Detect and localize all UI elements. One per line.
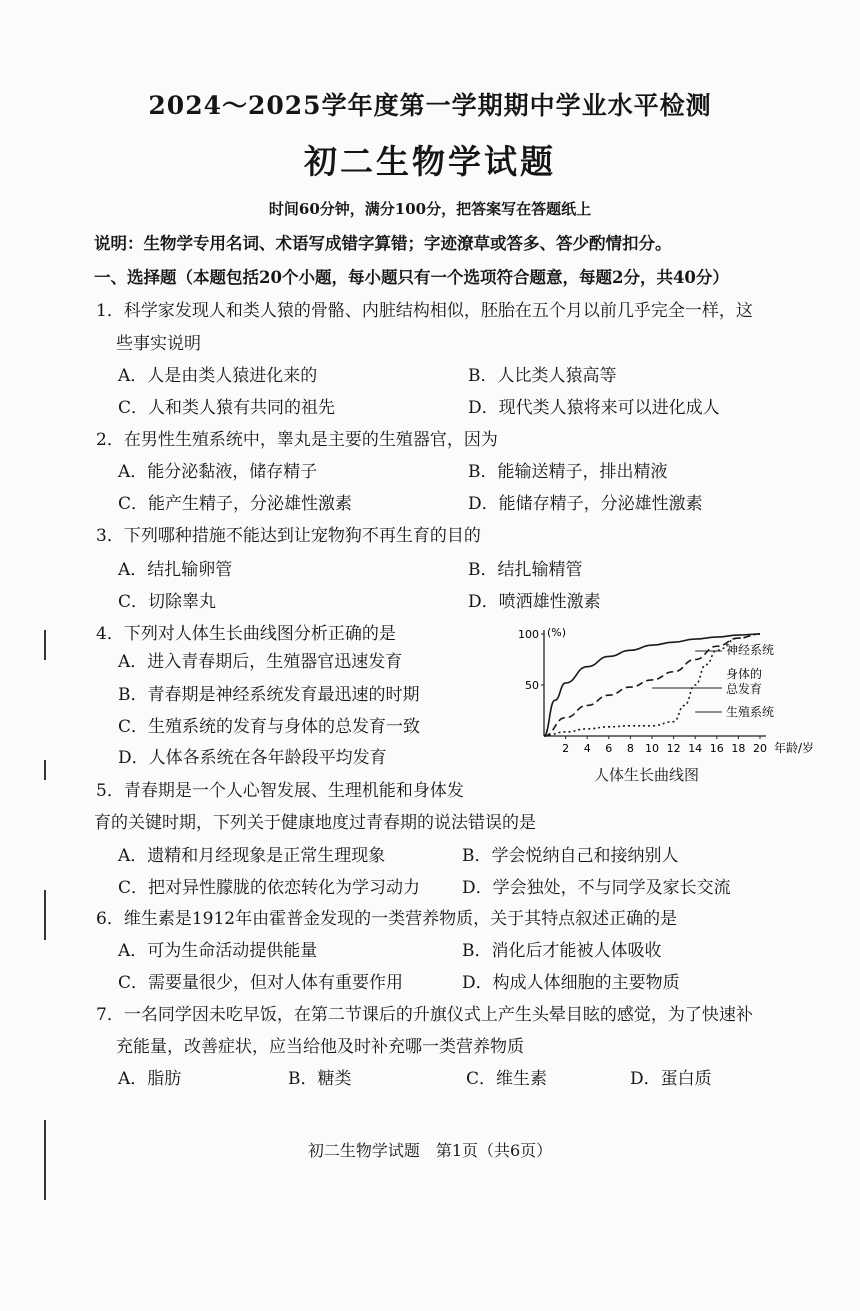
question-7-stem: 7．一名同学因未吃早饭，在第二节课后的升旗仪式上产生头晕目眩的感觉，为了快速补 (96, 1005, 753, 1025)
question-2-stem: 2．在男性生殖系统中，睾丸是主要的生殖器官，因为 (96, 430, 498, 450)
scan-edge-mark (44, 630, 46, 660)
question-5-option-d: D．学会独处，不与同学及家长交流 (462, 878, 731, 898)
question-2-option-a: A．能分泌黏液，储存精子 (118, 462, 318, 482)
question-6-stem: 6．维生素是1912年由霍普金发现的一类营养物质，关于其特点叙述正确的是 (96, 909, 678, 929)
legend-label: 总发育 (726, 682, 763, 696)
question-5-option-a: A．遗精和月经现象是正常生理现象 (118, 846, 386, 866)
exam-subject: 初二生物学试题 (304, 142, 556, 181)
question-4-option-a: A．进入青春期后，生殖器官迅速发育 (118, 652, 403, 672)
question-6-option-a: A．可为生命活动提供能量 (118, 941, 318, 961)
question-2-option-b: B．能输送精子，排出精液 (468, 462, 668, 482)
question-5-option-b: B．学会悦纳自己和接纳别人 (462, 846, 679, 866)
question-3-stem: 3．下列哪种措施不能达到让宠物狗不再生育的目的 (96, 526, 481, 546)
question-4-option-b: B．青春期是神经系统发育最迅速的时期 (118, 685, 420, 705)
question-1-option-c: C．人和类人猿有共同的祖先 (118, 398, 336, 418)
y-axis-unit: (%) (547, 626, 567, 639)
x-tick-label: 12 (666, 742, 681, 755)
x-tick-label: 2 (562, 742, 570, 755)
question-2-option-c: C．能产生精子，分泌雄性激素 (118, 494, 353, 514)
question-7-option-b: B．糖类 (288, 1069, 352, 1089)
question-5-stem: 5．青春期是一个人心智发展、生理机能和身体发 (96, 781, 464, 801)
page-footer: 初二生物学试题 第1页（共6页） (307, 1141, 553, 1160)
question-6-option-d: D．构成人体细胞的主要物质 (462, 973, 680, 993)
question-3-option-a: A．结扎输卵管 (118, 560, 233, 580)
x-tick-label: 18 (731, 742, 746, 755)
x-tick-label: 8 (626, 742, 634, 755)
question-4-option-d: D．人体各系统在各年龄段平均发育 (118, 748, 387, 768)
question-7-option-d: D．蛋白质 (630, 1069, 712, 1089)
question-5-stem: 育的关键时期，下列关于健康地度过青春期的说法错误的是 (94, 813, 536, 833)
question-3-option-b: B．结扎输精管 (468, 560, 583, 580)
exam-info: 时间60分钟，满分100分，把答案写在答题纸上 (268, 200, 592, 218)
question-7-option-c: C．维生素 (466, 1069, 548, 1089)
exam-title: 2024～2025学年度第一学期期中学业水平检测 (148, 91, 712, 120)
question-6-option-c: C．需要量很少，但对人体有重要作用 (118, 973, 404, 993)
question-5-option-c: C．把对异性朦胧的依恋转化为学习动力 (118, 878, 421, 898)
x-tick-label: 14 (688, 742, 703, 755)
x-tick-label: 16 (709, 742, 724, 755)
question-2-option-d: D．能储存精子，分泌雄性激素 (468, 494, 703, 514)
y-tick-label: 50 (525, 679, 539, 692)
y-tick-label: 100 (518, 628, 539, 641)
x-tick-label: 6 (605, 742, 613, 755)
question-4-option-c: C．生殖系统的发育与身体的总发育一致 (118, 717, 421, 737)
x-tick-label: 20 (753, 742, 767, 755)
chart-title: 人体生长曲线图 (594, 766, 700, 784)
question-6-option-b: B．消化后才能被人体吸收 (462, 941, 662, 961)
question-4-stem: 4．下列对人体生长曲线图分析正确的是 (96, 624, 396, 644)
legend-label: 神经系统 (726, 643, 775, 657)
question-1-option-b: B．人比类人猿高等 (468, 366, 617, 386)
exam-note: 说明：生物学专用名词、术语写成错字算错；字迹潦草或答多、答少酌情扣分。 (94, 234, 672, 253)
legend-label: 生殖系统 (726, 705, 775, 719)
section-title: 一、选择题（本题包括20个小题，每小题只有一个选项符合题意，每题2分，共40分） (94, 268, 729, 287)
question-7-stem: 充能量，改善症状，应当给他及时补充哪一类营养物质 (116, 1037, 524, 1057)
question-3-option-c: C．切除睾丸 (118, 592, 217, 612)
scan-edge-mark (44, 890, 46, 940)
x-tick-label: 4 (583, 742, 591, 755)
question-1-stem: 1．科学家发现人和类人猿的骨骼、内脏结构相似，胚胎在五个月以前几乎完全一样，这 (96, 301, 753, 321)
legend-label: 身体的 (726, 667, 763, 681)
question-1-stem: 些事实说明 (116, 334, 201, 354)
question-3-option-d: D．喷洒雄性激素 (468, 592, 601, 612)
question-1-option-d: D．现代类人猿将来可以进化成人 (468, 398, 720, 418)
question-1-option-a: A．人是由类人猿进化来的 (118, 366, 318, 386)
scan-edge-mark (44, 760, 46, 780)
x-axis-label: 年龄/岁 (774, 741, 815, 755)
x-tick-label: 10 (645, 742, 659, 755)
growth-curve-chart (500, 614, 815, 784)
question-7-option-a: A．脂肪 (118, 1069, 182, 1089)
